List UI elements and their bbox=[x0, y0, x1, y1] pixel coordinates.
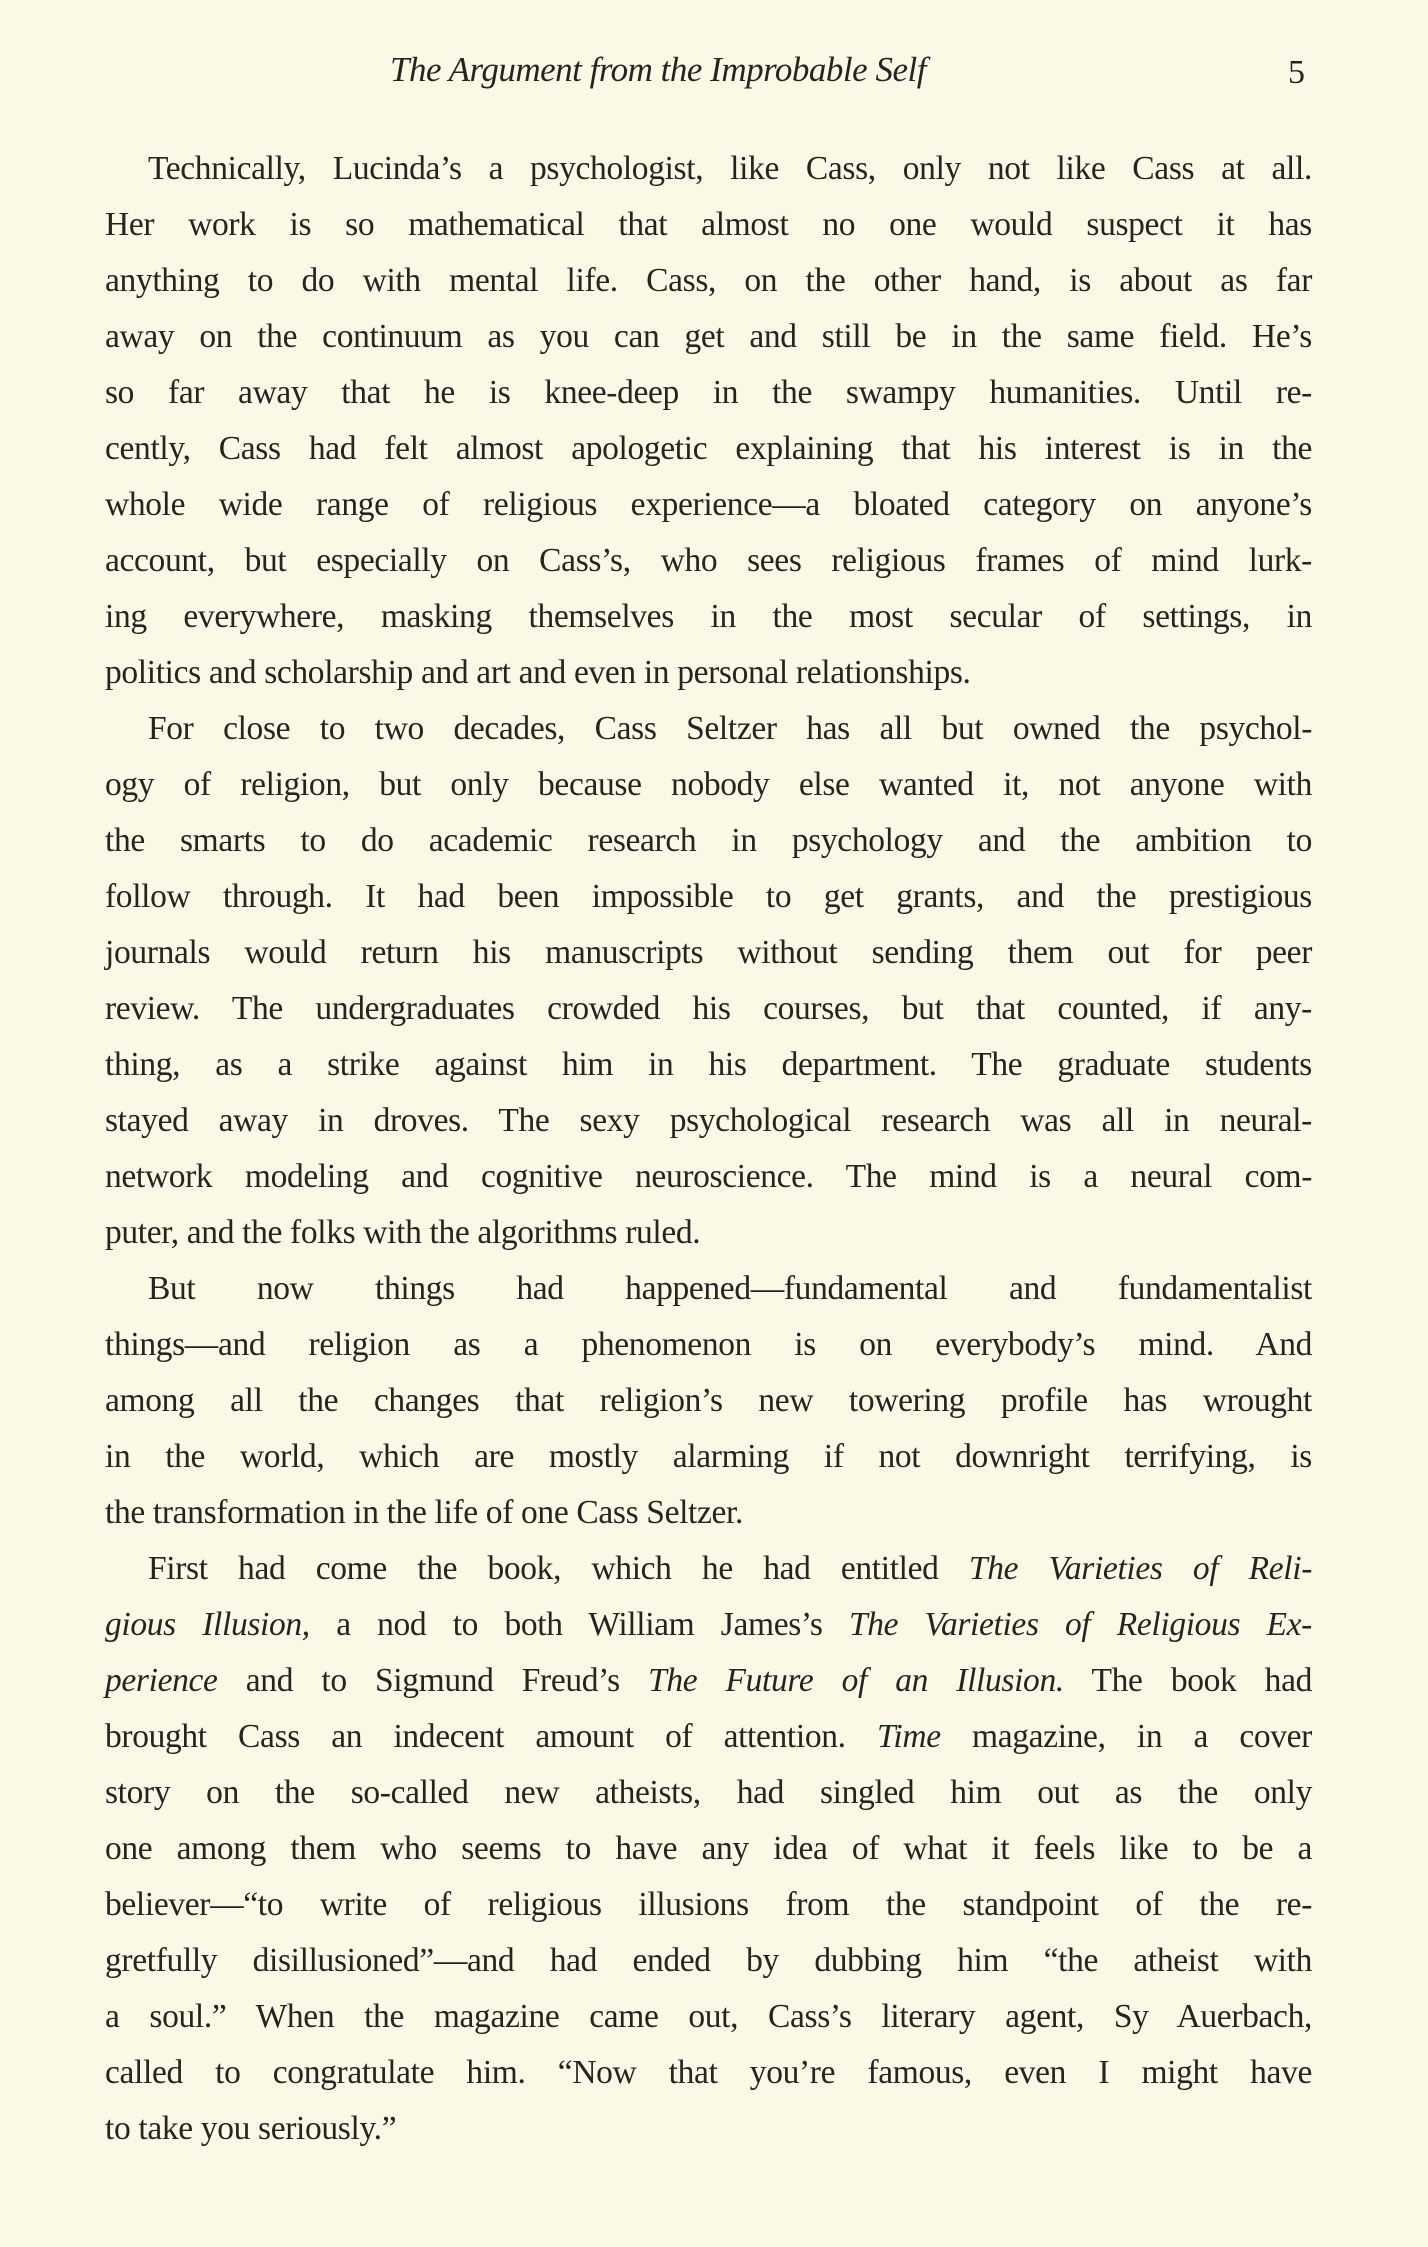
text-line bbox=[105, 253, 1312, 309]
paragraph bbox=[105, 141, 1312, 701]
text-span: thing, as a strike against him in his department. The graduate students bbox=[105, 1046, 1312, 1083]
text-line bbox=[105, 2045, 1312, 2101]
text-line bbox=[105, 1261, 1312, 1317]
text-line bbox=[105, 869, 1312, 925]
text-span: puter, and the folks with the algorithms ruled. bbox=[105, 1214, 701, 1251]
paragraph bbox=[105, 701, 1312, 1261]
text-span: magazine, in a cover bbox=[940, 1718, 1312, 1755]
text-line bbox=[105, 1877, 1312, 1933]
italic-title-text: The Varieties of Reli- bbox=[968, 1550, 1312, 1587]
text-span: ogy of religion, but only because nobody else wanted it, not anyone with bbox=[105, 766, 1312, 803]
text-span: the transformation in the life of one Cass Seltzer. bbox=[105, 1494, 744, 1531]
text-span: Technically, Lucinda’s a psychologist, like Cass, only not like Cass at all. bbox=[148, 150, 1312, 187]
text-line bbox=[105, 1765, 1312, 1821]
text-line bbox=[105, 533, 1312, 589]
text-line bbox=[105, 2101, 1312, 2157]
text-span: brought Cass an indecent amount of attention. bbox=[105, 1718, 877, 1755]
page-number: 5 bbox=[1288, 54, 1305, 91]
text-line bbox=[105, 1653, 1312, 1709]
text-span: called to congratulate him. “Now that you’re famous, even I might have bbox=[105, 2054, 1312, 2091]
text-line bbox=[105, 197, 1312, 253]
italic-title-text: Time bbox=[876, 1718, 941, 1755]
text-span: and to Sigmund Freud’s bbox=[217, 1662, 649, 1699]
text-line bbox=[105, 589, 1312, 645]
text-span: so far away that he is knee-deep in the swampy humanities. Until re- bbox=[105, 374, 1312, 411]
text-span: account, but especially on Cass’s, who sees religious frames of mind lurk- bbox=[105, 542, 1312, 579]
text-span: First had come the book, which he had entitled bbox=[148, 1550, 969, 1587]
text-line bbox=[105, 1373, 1312, 1429]
text-line bbox=[105, 1037, 1312, 1093]
text-span: cently, Cass had felt almost apologetic explaining that his interest is in the bbox=[105, 430, 1312, 467]
text-span: whole wide range of religious experience—a bloated category on anyone’s bbox=[105, 486, 1312, 523]
text-line bbox=[105, 1821, 1312, 1877]
text-span: believer—“to write of religious illusions from the standpoint of the re- bbox=[105, 1886, 1312, 1923]
text-line bbox=[105, 421, 1312, 477]
text-line bbox=[105, 1317, 1312, 1373]
text-span: But now things had happened—fundamental and fundamentalist bbox=[148, 1270, 1312, 1307]
text-span: a nod to both William James’s bbox=[309, 1606, 849, 1643]
text-line bbox=[105, 309, 1312, 365]
text-span: things—and religion as a phenomenon is on everybody’s mind. And bbox=[105, 1326, 1312, 1363]
text-span: stayed away in droves. The sexy psychological research was all in neural- bbox=[105, 1102, 1312, 1139]
text-span: gretfully disillusioned”—and had ended by dubbing him “the atheist with bbox=[105, 1942, 1312, 1979]
text-line bbox=[105, 981, 1312, 1037]
text-span: ing everywhere, masking themselves in the most secular of settings, in bbox=[105, 598, 1312, 635]
running-header bbox=[0, 50, 1428, 100]
text-span: among all the changes that religion’s new towering profile has wrought bbox=[105, 1382, 1312, 1419]
text-line bbox=[105, 1597, 1312, 1653]
text-line bbox=[105, 925, 1312, 981]
text-span: in the world, which are mostly alarming if not downright terrifying, is bbox=[105, 1438, 1312, 1475]
text-line bbox=[105, 1485, 1312, 1541]
text-line bbox=[105, 1541, 1312, 1597]
text-line bbox=[105, 1149, 1312, 1205]
italic-title-text: The Varieties of Religious Ex- bbox=[848, 1606, 1312, 1643]
text-line bbox=[105, 813, 1312, 869]
text-span: the smarts to do academic research in psychology and the ambition to bbox=[105, 822, 1312, 859]
text-line bbox=[105, 1709, 1312, 1765]
text-line bbox=[105, 365, 1312, 421]
italic-title-text: gious Illusion, bbox=[105, 1606, 310, 1643]
text-span: anything to do with mental life. Cass, on the other hand, is about as far bbox=[105, 262, 1312, 299]
text-line bbox=[105, 477, 1312, 533]
text-span: politics and scholarship and art and even in personal relationships. bbox=[105, 654, 971, 691]
paragraph bbox=[105, 1261, 1312, 1541]
text-line bbox=[105, 1989, 1312, 2045]
text-span: story on the so-called new atheists, had singled him out as the only bbox=[105, 1774, 1312, 1811]
text-span: Her work is so mathematical that almost no one would suspect it has bbox=[105, 206, 1312, 243]
italic-title-text: The Future of an Illusion. bbox=[648, 1662, 1064, 1699]
text-line bbox=[105, 757, 1312, 813]
text-line bbox=[105, 645, 1312, 701]
text-line bbox=[105, 1205, 1312, 1261]
text-span: away on the continuum as you can get and still be in the same field. He’s bbox=[105, 318, 1312, 355]
paragraph bbox=[105, 1541, 1312, 2157]
text-span: a soul.” When the magazine came out, Cass’s literary agent, Sy Auerbach, bbox=[105, 1998, 1312, 2035]
text-span: For close to two decades, Cass Seltzer has all but owned the psychol- bbox=[148, 710, 1312, 747]
text-line bbox=[105, 1933, 1312, 1989]
text-line bbox=[105, 141, 1312, 197]
text-line bbox=[105, 1093, 1312, 1149]
running-title: The Argument from the Improbable Self bbox=[390, 50, 926, 89]
text-span: journals would return his manuscripts without sending them out for peer bbox=[105, 934, 1312, 971]
text-span: network modeling and cognitive neuroscience. The mind is a neural com- bbox=[105, 1158, 1312, 1195]
text-span: follow through. It had been impossible to get grants, and the prestigious bbox=[105, 878, 1312, 915]
italic-title-text: perience bbox=[105, 1662, 218, 1699]
text-span: The book had bbox=[1063, 1662, 1312, 1699]
text-line bbox=[105, 1429, 1312, 1485]
text-span: to take you seriously.” bbox=[105, 2110, 397, 2147]
text-span: one among them who seems to have any idea of what it feels like to be a bbox=[105, 1830, 1312, 1867]
text-line bbox=[105, 701, 1312, 757]
text-span: review. The undergraduates crowded his courses, but that counted, if any- bbox=[105, 990, 1312, 1027]
body-text bbox=[105, 141, 1312, 2157]
